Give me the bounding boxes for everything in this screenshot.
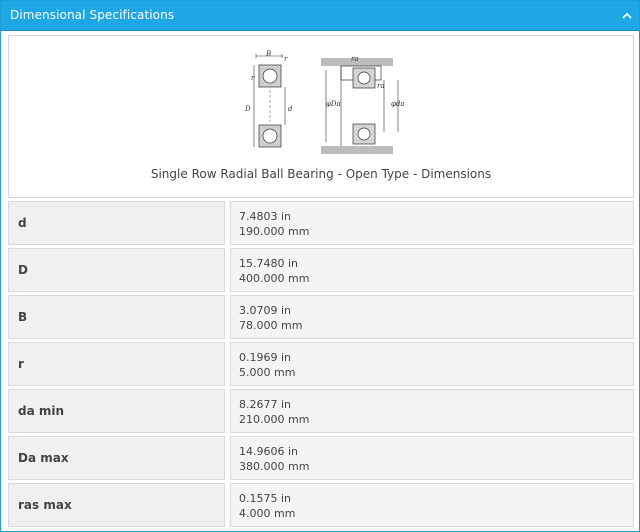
spec-value-millimeters: 4.000 mm <box>239 507 296 520</box>
bearing-dimension-diagram <box>241 50 411 162</box>
spec-label: da min <box>18 404 65 418</box>
spec-value-millimeters: 5.000 mm <box>239 366 296 379</box>
table-row <box>8 201 634 245</box>
spec-value-cell <box>230 389 634 433</box>
spec-value-cell <box>230 248 634 292</box>
spec-label-cell <box>8 201 225 245</box>
spec-value-inches: 7.4803 in <box>239 210 292 223</box>
spec-label-cell <box>8 389 225 433</box>
table-row <box>8 295 634 339</box>
spec-label-cell <box>8 342 225 386</box>
spec-value-cell <box>230 483 634 527</box>
spec-label: B <box>18 310 28 324</box>
spec-label: ras max <box>18 498 72 512</box>
label-ra-side: ra <box>377 82 385 90</box>
spec-value-inches: 3.0709 in <box>239 304 292 317</box>
spec-value-millimeters: 400.000 mm <box>239 272 310 285</box>
spec-value-inches: 0.1969 in <box>239 351 292 364</box>
spec-label-cell <box>8 436 225 480</box>
table-row <box>8 248 634 292</box>
label-da: φda <box>391 100 405 108</box>
spec-value-inches: 8.2677 in <box>239 398 292 411</box>
label-B: B <box>266 50 272 58</box>
bearing-diagram-box <box>8 35 634 198</box>
spec-label: r <box>18 357 24 371</box>
label-D: D <box>245 105 251 113</box>
spec-value-cell <box>230 342 634 386</box>
spec-value-millimeters: 78.000 mm <box>239 319 303 332</box>
label-r-top: r <box>284 55 288 63</box>
chevron-up-icon[interactable] <box>621 10 633 22</box>
label-r-side: r <box>251 74 255 82</box>
bearing-cross-section <box>244 50 293 147</box>
panel-header[interactable] <box>1 1 639 31</box>
spec-table <box>8 201 634 530</box>
spec-label-cell <box>8 483 225 527</box>
table-row <box>8 342 634 386</box>
spec-label-cell <box>8 295 225 339</box>
spec-value-millimeters: 380.000 mm <box>239 460 310 473</box>
table-row <box>8 483 634 527</box>
spec-label-cell <box>8 248 225 292</box>
label-d: d <box>288 105 293 113</box>
spec-value-cell <box>230 436 634 480</box>
spec-value-millimeters: 210.000 mm <box>239 413 310 426</box>
spec-label: d <box>18 216 27 230</box>
spec-value-cell <box>230 295 634 339</box>
table-row <box>8 389 634 433</box>
diagram-caption: Single Row Radial Ball Bearing - Open Type - Dimensions <box>150 167 492 181</box>
spec-label: Da max <box>18 451 69 465</box>
spec-value-inches: 14.9606 in <box>239 445 299 458</box>
spec-value-inches: 0.1575 in <box>239 492 292 505</box>
mounted-bearing-section <box>321 55 405 154</box>
spec-value-cell <box>230 201 634 245</box>
label-ra-top: ra <box>351 55 359 63</box>
table-row <box>8 436 634 480</box>
spec-value-millimeters: 190.000 mm <box>239 225 310 238</box>
panel-title: Dimensional Specifications <box>10 8 175 22</box>
spec-value-inches: 15.7480 in <box>239 257 299 270</box>
label-Da: φDa <box>326 100 341 108</box>
spec-label: D <box>18 263 28 277</box>
